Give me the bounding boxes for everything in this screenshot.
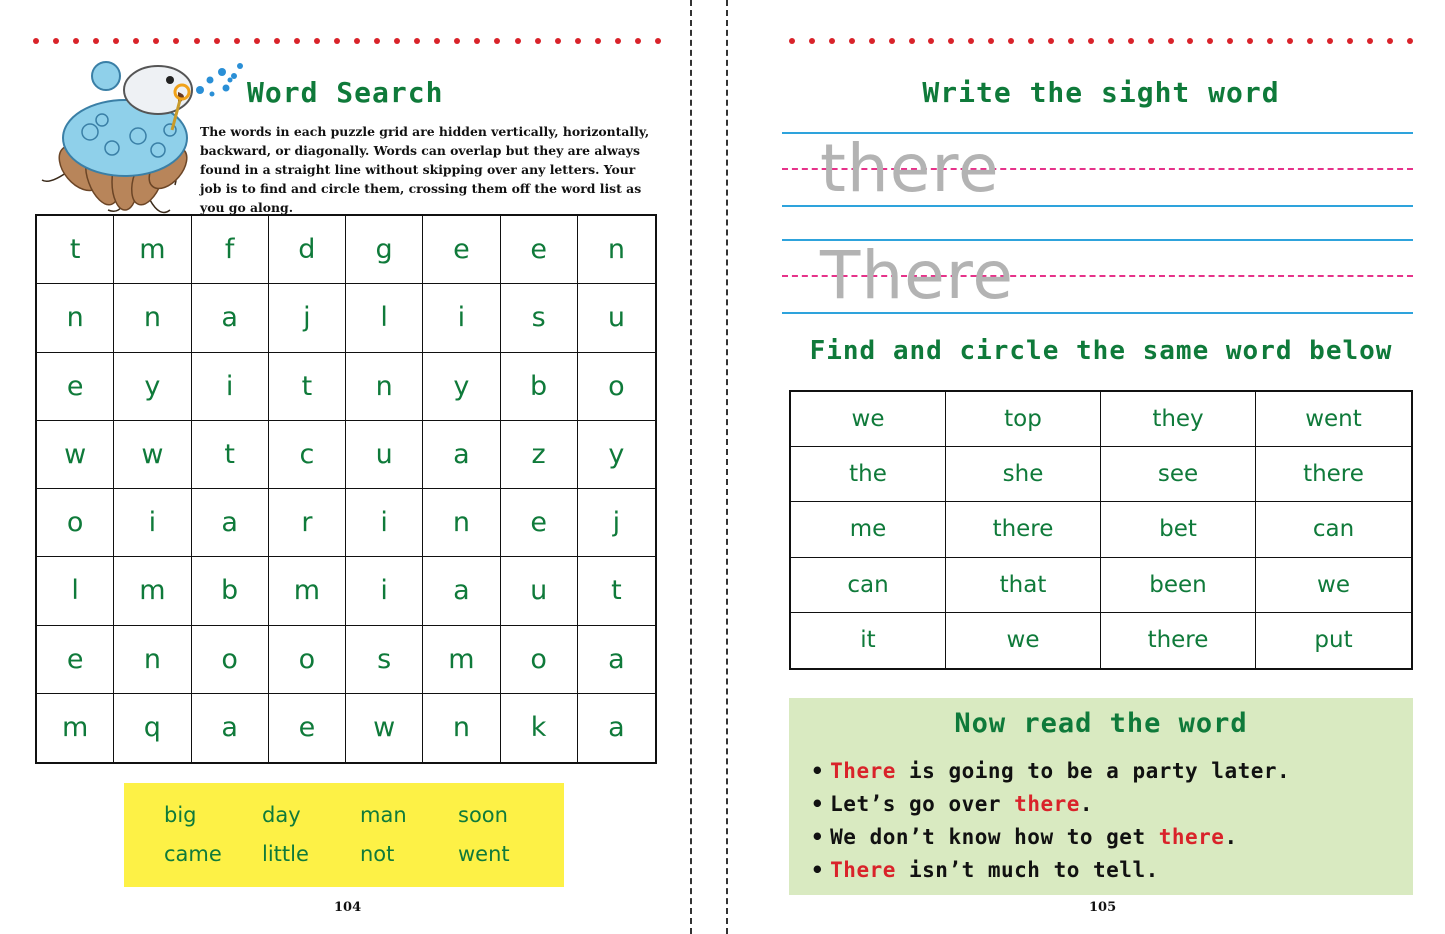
- red-dot: [394, 38, 400, 44]
- word-table-cell[interactable]: the: [791, 447, 946, 502]
- grid-letter-cell[interactable]: a: [192, 694, 269, 762]
- grid-letter-cell[interactable]: b: [501, 353, 578, 421]
- grid-letter-cell[interactable]: y: [423, 353, 500, 421]
- tracing-lines-capitalized[interactable]: [782, 239, 1413, 315]
- word-table-cell[interactable]: can: [1256, 502, 1411, 557]
- grid-letter-cell[interactable]: a: [423, 557, 500, 625]
- grid-letter-cell[interactable]: e: [37, 353, 114, 421]
- red-dot: [1148, 38, 1154, 44]
- grid-letter-cell[interactable]: o: [192, 626, 269, 694]
- red-dot: [948, 38, 954, 44]
- word-table-cell[interactable]: see: [1101, 447, 1256, 502]
- red-dot: [1008, 38, 1014, 44]
- grid-letter-cell[interactable]: y: [578, 421, 655, 489]
- grid-letter-cell[interactable]: i: [192, 353, 269, 421]
- red-dot: [1347, 38, 1353, 44]
- red-dot: [1227, 38, 1233, 44]
- grid-letter-cell[interactable]: c: [269, 421, 346, 489]
- grid-letter-cell[interactable]: u: [578, 284, 655, 352]
- word-table-cell[interactable]: there: [1101, 613, 1256, 668]
- word-list-item: big: [164, 802, 197, 827]
- red-dot: [1108, 38, 1114, 44]
- find-word-table[interactable]: [789, 390, 1413, 670]
- grid-letter-cell[interactable]: i: [346, 489, 423, 557]
- example-sentence: [811, 788, 1290, 821]
- red-dot: [1207, 38, 1213, 44]
- red-dot: [1247, 38, 1253, 44]
- red-dot: [1187, 38, 1193, 44]
- red-dot: [33, 38, 39, 44]
- grid-letter-cell[interactable]: o: [269, 626, 346, 694]
- sentence-text-after: .: [1079, 792, 1094, 816]
- red-dot: [809, 38, 815, 44]
- grid-letter-cell[interactable]: i: [423, 284, 500, 352]
- grid-letter-cell[interactable]: w: [37, 421, 114, 489]
- red-dot: [454, 38, 460, 44]
- grid-letter-cell[interactable]: k: [501, 694, 578, 762]
- red-dot: [635, 38, 641, 44]
- decorative-dot-border-right: [789, 38, 1413, 46]
- red-dot: [1267, 38, 1273, 44]
- red-dot: [988, 38, 994, 44]
- decorative-dot-border-left: [33, 38, 661, 46]
- page-number-left: 104: [334, 900, 362, 915]
- sentence-text-before: Let’s go over: [830, 792, 1015, 816]
- red-dot: [434, 38, 440, 44]
- word-table-cell[interactable]: put: [1314, 627, 1353, 654]
- grid-letter-cell[interactable]: o: [578, 353, 655, 421]
- trace-word-lowercase: there: [820, 130, 1000, 207]
- grid-letter-cell[interactable]: l: [346, 284, 423, 352]
- grid-letter-cell[interactable]: u: [501, 557, 578, 625]
- grid-letter-cell[interactable]: t: [269, 353, 346, 421]
- red-dot: [889, 38, 895, 44]
- grid-letter-cell[interactable]: r: [269, 489, 346, 557]
- red-dot: [1327, 38, 1333, 44]
- blue-bubbles: [196, 63, 243, 97]
- red-dot: [414, 38, 420, 44]
- red-dot: [494, 38, 500, 44]
- word-list-item: not: [360, 841, 395, 866]
- red-dot: [234, 38, 240, 44]
- grid-letter-cell[interactable]: g: [346, 216, 423, 284]
- grid-letter-cell[interactable]: l: [37, 557, 114, 625]
- word-table-cell[interactable]: been: [1101, 558, 1256, 613]
- red-dot: [1168, 38, 1174, 44]
- word-search-instructions: The words in each puzzle grid are hidden vertically, horizontally, backward, or diagonally. Words can overlap but they are always found in a straight line without skipping over any letters. Your job is to find and circle them, crossing them off the word list as you go along.: [200, 124, 650, 215]
- grid-letter-cell[interactable]: e: [269, 694, 346, 762]
- red-dot: [655, 38, 661, 44]
- grid-letter-cell[interactable]: m: [37, 694, 114, 762]
- grid-letter-cell[interactable]: a: [608, 712, 625, 744]
- red-dot: [595, 38, 601, 44]
- word-table-cell[interactable]: that: [946, 558, 1101, 613]
- grid-letter-cell[interactable]: n: [114, 284, 191, 352]
- grid-letter-cell[interactable]: a: [423, 421, 500, 489]
- red-dot: [829, 38, 835, 44]
- example-sentences-list: [811, 755, 1290, 887]
- red-dot: [1028, 38, 1034, 44]
- page-fold-line-left: [690, 0, 692, 934]
- page-fold-line-right: [726, 0, 728, 934]
- word-list-item: went: [458, 841, 510, 866]
- red-dot: [474, 38, 480, 44]
- red-dot: [1287, 38, 1293, 44]
- grid-letter-cell[interactable]: i: [114, 489, 191, 557]
- red-dot: [153, 38, 159, 44]
- grid-letter-cell[interactable]: j: [578, 489, 655, 557]
- grid-letter-cell[interactable]: o: [501, 626, 578, 694]
- grid-letter-cell[interactable]: t: [37, 216, 114, 284]
- red-dot: [294, 38, 300, 44]
- sight-word-title: Write the sight word: [922, 76, 1280, 109]
- word-search-title: Word Search: [247, 76, 444, 109]
- read-the-word-title: Now read the word: [954, 708, 1248, 739]
- word-list-item: little: [262, 841, 309, 866]
- word-search-grid[interactable]: [35, 214, 657, 764]
- red-dot: [1367, 38, 1373, 44]
- word-table-cell[interactable]: we: [1256, 558, 1411, 613]
- grid-letter-cell[interactable]: m: [269, 557, 346, 625]
- word-table-cell[interactable]: bet: [1101, 502, 1256, 557]
- sight-word-highlight: There: [830, 858, 896, 882]
- page-number-right: 105: [1089, 900, 1117, 915]
- grid-letter-cell[interactable]: e: [37, 626, 114, 694]
- grid-letter-cell[interactable]: u: [346, 421, 423, 489]
- grid-letter-cell[interactable]: f: [192, 216, 269, 284]
- sight-word-highlight: There: [830, 759, 896, 783]
- red-dot: [214, 38, 220, 44]
- grid-letter-cell[interactable]: t: [578, 557, 655, 625]
- grid-letter-cell[interactable]: n: [423, 489, 500, 557]
- grid-letter-cell[interactable]: n: [578, 216, 655, 284]
- find-and-circle-title: Find and circle the same word below: [809, 336, 1393, 366]
- grid-letter-cell[interactable]: t: [192, 421, 269, 489]
- grid-letter-cell[interactable]: q: [114, 694, 191, 762]
- red-dot: [1128, 38, 1134, 44]
- word-table-cell[interactable]: there: [1256, 447, 1411, 502]
- red-dot: [535, 38, 541, 44]
- red-dot: [374, 38, 380, 44]
- red-dot: [615, 38, 621, 44]
- red-dot: [1088, 38, 1094, 44]
- sentence-text-before: We don’t know how to get: [830, 825, 1159, 849]
- red-dot: [869, 38, 875, 44]
- grid-letter-cell[interactable]: z: [501, 421, 578, 489]
- grid-letter-cell[interactable]: a: [578, 626, 655, 694]
- grid-letter-cell[interactable]: s: [346, 626, 423, 694]
- red-dot: [133, 38, 139, 44]
- trace-word-capitalized: There: [820, 237, 1015, 314]
- red-dot: [909, 38, 915, 44]
- grid-letter-cell[interactable]: o: [37, 489, 114, 557]
- word-list-item: man: [360, 802, 407, 827]
- word-table-cell[interactable]: top: [946, 392, 1101, 447]
- word-table-cell[interactable]: me: [791, 502, 946, 557]
- red-dot: [928, 38, 934, 44]
- word-table-cell[interactable]: there: [946, 502, 1101, 557]
- red-dot: [968, 38, 974, 44]
- red-dot: [515, 38, 521, 44]
- red-dot: [1387, 38, 1393, 44]
- red-dot: [1307, 38, 1313, 44]
- red-dot: [555, 38, 561, 44]
- sentence-text-after: .: [1224, 825, 1238, 849]
- red-dot: [849, 38, 855, 44]
- sight-word-highlight: there: [1014, 792, 1080, 816]
- word-table-cell[interactable]: she: [946, 447, 1101, 502]
- red-dot: [334, 38, 340, 44]
- grid-letter-cell[interactable]: e: [501, 216, 578, 284]
- tracing-lines-lowercase[interactable]: [782, 132, 1413, 208]
- grid-letter-cell[interactable]: b: [192, 557, 269, 625]
- example-sentence: [811, 755, 1290, 788]
- grid-letter-cell[interactable]: n: [346, 353, 423, 421]
- red-dot: [575, 38, 581, 44]
- grid-letter-cell[interactable]: a: [192, 489, 269, 557]
- word-table-cell[interactable]: they: [1101, 392, 1256, 447]
- sight-word-highlight: there: [1158, 825, 1225, 849]
- example-sentence: [811, 854, 1290, 887]
- word-table-cell[interactable]: went: [1256, 392, 1411, 447]
- red-dot: [173, 38, 179, 44]
- red-dot: [194, 38, 200, 44]
- grid-letter-cell[interactable]: e: [501, 489, 578, 557]
- word-table-cell[interactable]: it: [791, 613, 946, 668]
- grid-letter-cell[interactable]: i: [346, 557, 423, 625]
- red-dot: [314, 38, 320, 44]
- word-list-item: came: [164, 841, 222, 866]
- red-dot: [1068, 38, 1074, 44]
- read-the-word-box: [789, 698, 1413, 895]
- word-table-cell[interactable]: can: [791, 558, 946, 613]
- grid-letter-cell[interactable]: m: [114, 216, 191, 284]
- grid-letter-cell[interactable]: n: [114, 626, 191, 694]
- grid-letter-cell[interactable]: s: [501, 284, 578, 352]
- sentence-text-after: isn’t much to tell.: [895, 858, 1159, 882]
- grid-letter-cell[interactable]: e: [423, 216, 500, 284]
- grid-letter-cell[interactable]: a: [192, 284, 269, 352]
- grid-letter-cell[interactable]: n: [423, 694, 500, 762]
- grid-letter-cell[interactable]: m: [114, 557, 191, 625]
- grid-letter-cell[interactable]: w: [346, 694, 423, 762]
- word-table-cell[interactable]: we: [946, 613, 1101, 668]
- red-dot: [789, 38, 795, 44]
- grid-letter-cell[interactable]: m: [423, 626, 500, 694]
- grid-letter-cell[interactable]: y: [114, 353, 191, 421]
- grid-letter-cell[interactable]: d: [269, 216, 346, 284]
- grid-letter-cell[interactable]: n: [37, 284, 114, 352]
- word-table-cell[interactable]: we: [791, 392, 946, 447]
- word-list-box: [124, 783, 564, 887]
- red-dot: [274, 38, 280, 44]
- word-list-item: soon: [458, 802, 508, 827]
- sentence-text-after: is going to be a party later.: [895, 759, 1291, 783]
- red-dot: [354, 38, 360, 44]
- red-dot: [1407, 38, 1413, 44]
- red-dot: [1048, 38, 1054, 44]
- red-dot: [113, 38, 119, 44]
- grid-letter-cell[interactable]: j: [269, 284, 346, 352]
- red-dot: [254, 38, 260, 44]
- red-dot: [93, 38, 99, 44]
- red-dot: [73, 38, 79, 44]
- example-sentence: [811, 821, 1290, 854]
- word-list-item: day: [262, 802, 301, 827]
- red-dot: [53, 38, 59, 44]
- grid-letter-cell[interactable]: w: [114, 421, 191, 489]
